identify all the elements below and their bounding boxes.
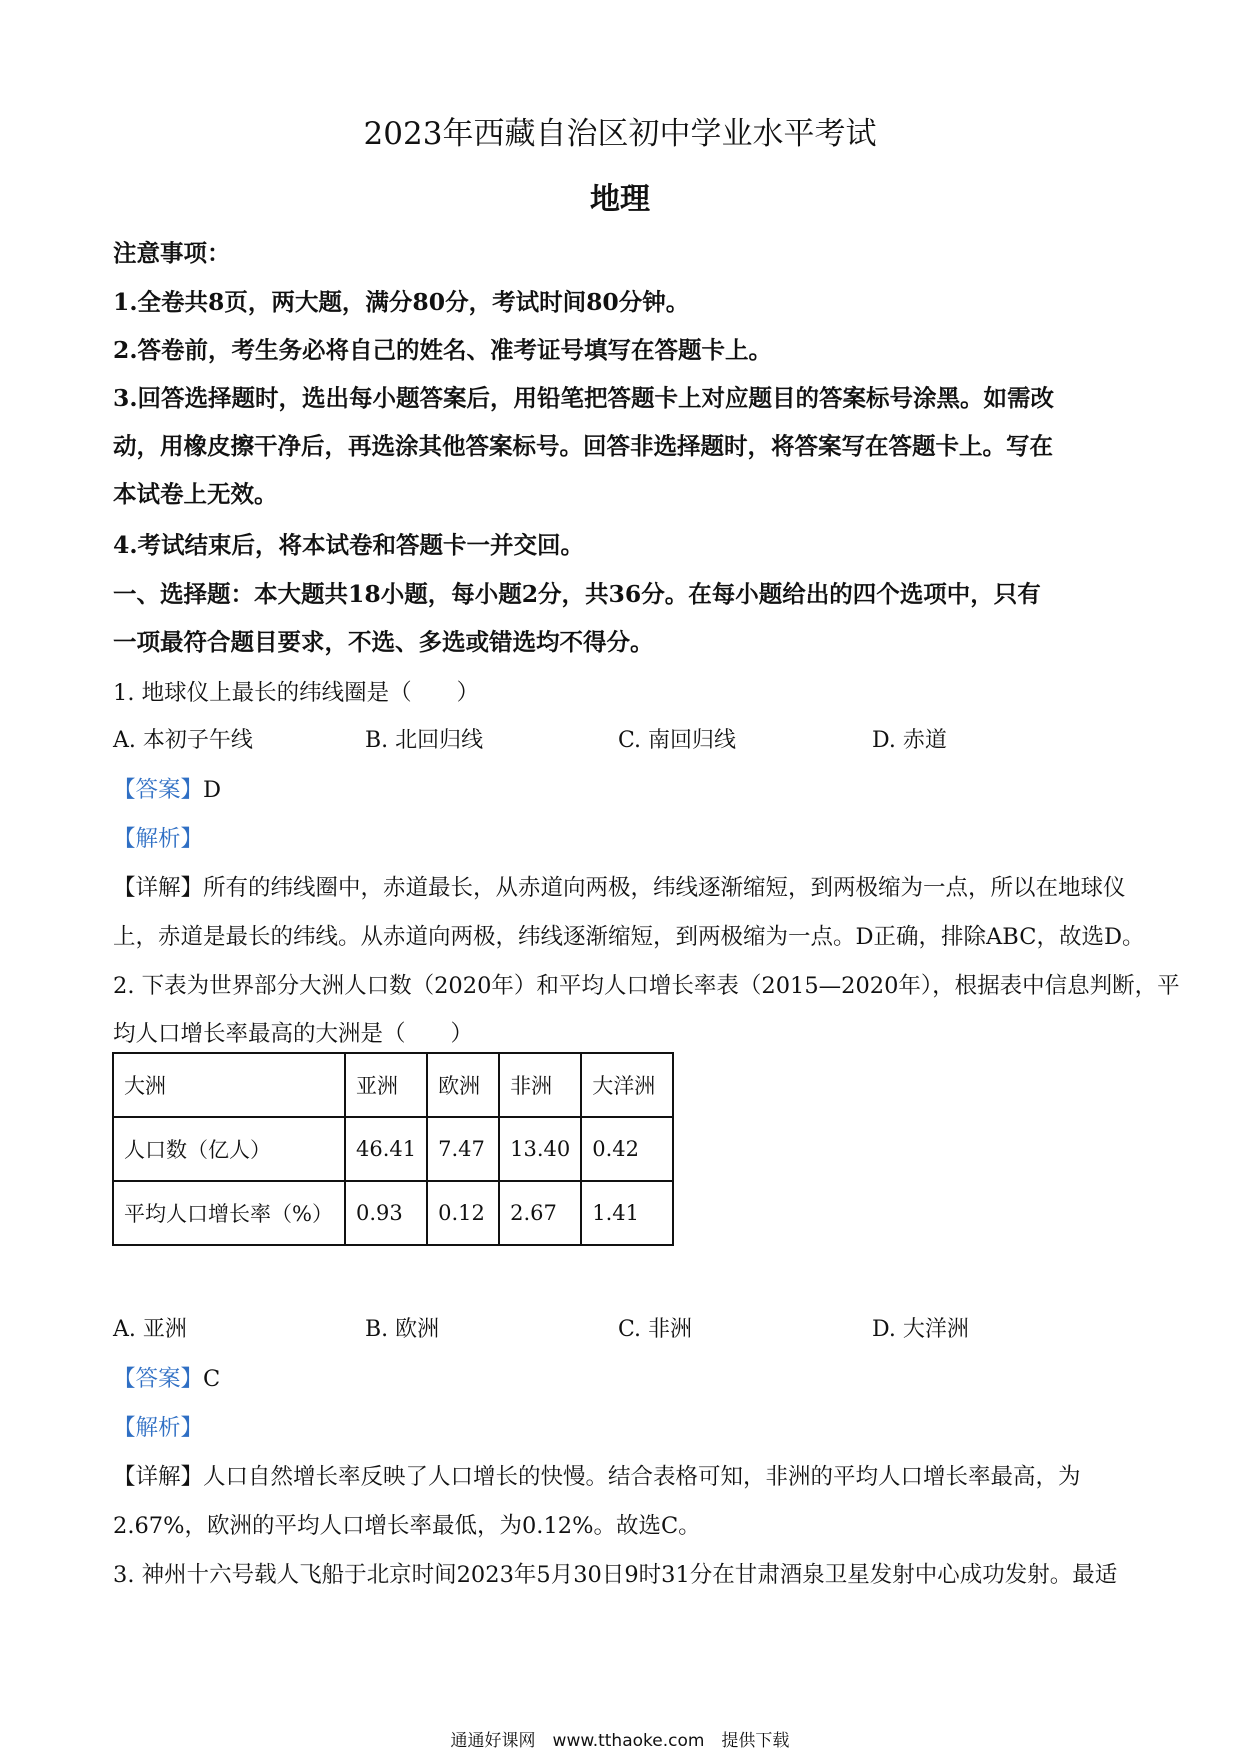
q1-option-b: B. 北回归线 bbox=[365, 728, 484, 753]
q2-option-a: A. 亚洲 bbox=[113, 1317, 187, 1342]
exam-subject: 地理 bbox=[590, 182, 650, 217]
q2-stem: 均人口增长率最高的大洲是（ ） bbox=[113, 1021, 474, 1047]
table-header-cell: 大洲 bbox=[113, 1053, 345, 1117]
q1-detail-line bbox=[113, 870, 1126, 902]
detail-label: 【详解】 bbox=[113, 875, 204, 901]
q2-option-c: C. 非洲 bbox=[618, 1317, 693, 1342]
table-cell: 人口数（亿人） bbox=[113, 1117, 345, 1181]
table-row bbox=[113, 1117, 673, 1181]
q2-option-d: D. 大洋洲 bbox=[872, 1317, 969, 1342]
notice-item: 本试卷上无效。 bbox=[113, 480, 278, 508]
q1-option-c: C. 南回归线 bbox=[618, 728, 737, 753]
page-footer: 通通好课网 www.tthaoke.com 提供下载 bbox=[450, 1731, 790, 1751]
answer-label: 【答案】 bbox=[113, 1366, 204, 1392]
notice-heading: 注意事项： bbox=[113, 239, 231, 267]
notice-item: 1.全卷共8页，两大题，满分80分，考试时间80分钟。 bbox=[113, 288, 690, 316]
detail-text: 所有的纬线圈中，赤道最长，从赤道向两极，纬线逐渐缩短，到两极缩为一点，所以在地球仪 bbox=[203, 875, 1126, 901]
table-cell: 0.12 bbox=[427, 1181, 499, 1245]
q3-stem: 3. 神州十六号载人飞船于北京时间2023年5月30日9时31分在甘肃酒泉卫星发射中心成功发射。最适 bbox=[113, 1562, 1118, 1588]
table-cell: 2.67 bbox=[499, 1181, 581, 1245]
q1-detail-line: 上，赤道是最长的纬线。从赤道向两极，纬线逐渐缩短，到两极缩为一点。D正确，排除ABC，故选D。 bbox=[113, 924, 1145, 950]
q2-detail-line bbox=[113, 1459, 1081, 1491]
q2-answer bbox=[113, 1361, 220, 1393]
q2-option-b: B. 欧洲 bbox=[365, 1317, 440, 1342]
q1-answer bbox=[113, 772, 221, 804]
table-cell: 7.47 bbox=[427, 1117, 499, 1181]
notice-item: 3.回答选择题时，选出每小题答案后，用铅笔把答题卡上对应题目的答案标号涂黑。如需改 bbox=[113, 384, 1055, 412]
table-header-cell: 非洲 bbox=[499, 1053, 581, 1117]
detail-text: 人口自然增长率反映了人口增长的快慢。结合表格可知，非洲的平均人口增长率最高，为 bbox=[203, 1464, 1081, 1490]
q1-option-d: D. 赤道 bbox=[872, 728, 947, 753]
exam-title: 2023年西藏自治区初中学业水平考试 bbox=[363, 116, 877, 152]
q2-analysis-label: 【解析】 bbox=[113, 1415, 204, 1441]
q1-analysis-label: 【解析】 bbox=[113, 826, 204, 852]
table-header-cell: 欧洲 bbox=[427, 1053, 499, 1117]
detail-label: 【详解】 bbox=[113, 1464, 204, 1490]
table-cell: 1.41 bbox=[581, 1181, 673, 1245]
table-cell: 0.93 bbox=[345, 1181, 427, 1245]
answer-value: D bbox=[203, 777, 222, 803]
notice-item: 动，用橡皮擦干净后，再选涂其他答案标号。回答非选择题时，将答案写在答题卡上。写在 bbox=[113, 432, 1053, 460]
notice-item: 2.答卷前，考生务必将自己的姓名、准考证号填写在答题卡上。 bbox=[113, 336, 773, 364]
answer-value: C bbox=[203, 1366, 221, 1392]
table-cell: 46.41 bbox=[345, 1117, 427, 1181]
table-header-row bbox=[113, 1053, 673, 1117]
q2-stem: 2. 下表为世界部分大洲人口数（2020年）和平均人口增长率表（2015—2020年），根据表中信息判断，平 bbox=[113, 973, 1180, 999]
table-cell: 0.42 bbox=[581, 1117, 673, 1181]
q1-option-a: A. 本初子午线 bbox=[113, 728, 253, 753]
q1-stem: 1. 地球仪上最长的纬线圈是（ ） bbox=[113, 680, 480, 706]
table-header-cell: 亚洲 bbox=[345, 1053, 427, 1117]
section-heading: 一、选择题：本大题共18小题，每小题2分，共36分。在每小题给出的四个选项中，只有 bbox=[113, 580, 1041, 608]
table-row bbox=[113, 1181, 673, 1245]
notice-item: 4.考试结束后，将本试卷和答题卡一并交回。 bbox=[113, 531, 585, 559]
answer-label: 【答案】 bbox=[113, 777, 204, 803]
population-table bbox=[112, 1052, 674, 1246]
section-heading: 一项最符合题目要求，不选、多选或错选均不得分。 bbox=[113, 628, 654, 656]
q2-detail-line: 2.67%，欧洲的平均人口增长率最低，为0.12%。故选C。 bbox=[113, 1513, 701, 1539]
table-cell: 13.40 bbox=[499, 1117, 581, 1181]
table-header-cell: 大洋洲 bbox=[581, 1053, 673, 1117]
table-cell: 平均人口增长率（%） bbox=[113, 1181, 345, 1245]
